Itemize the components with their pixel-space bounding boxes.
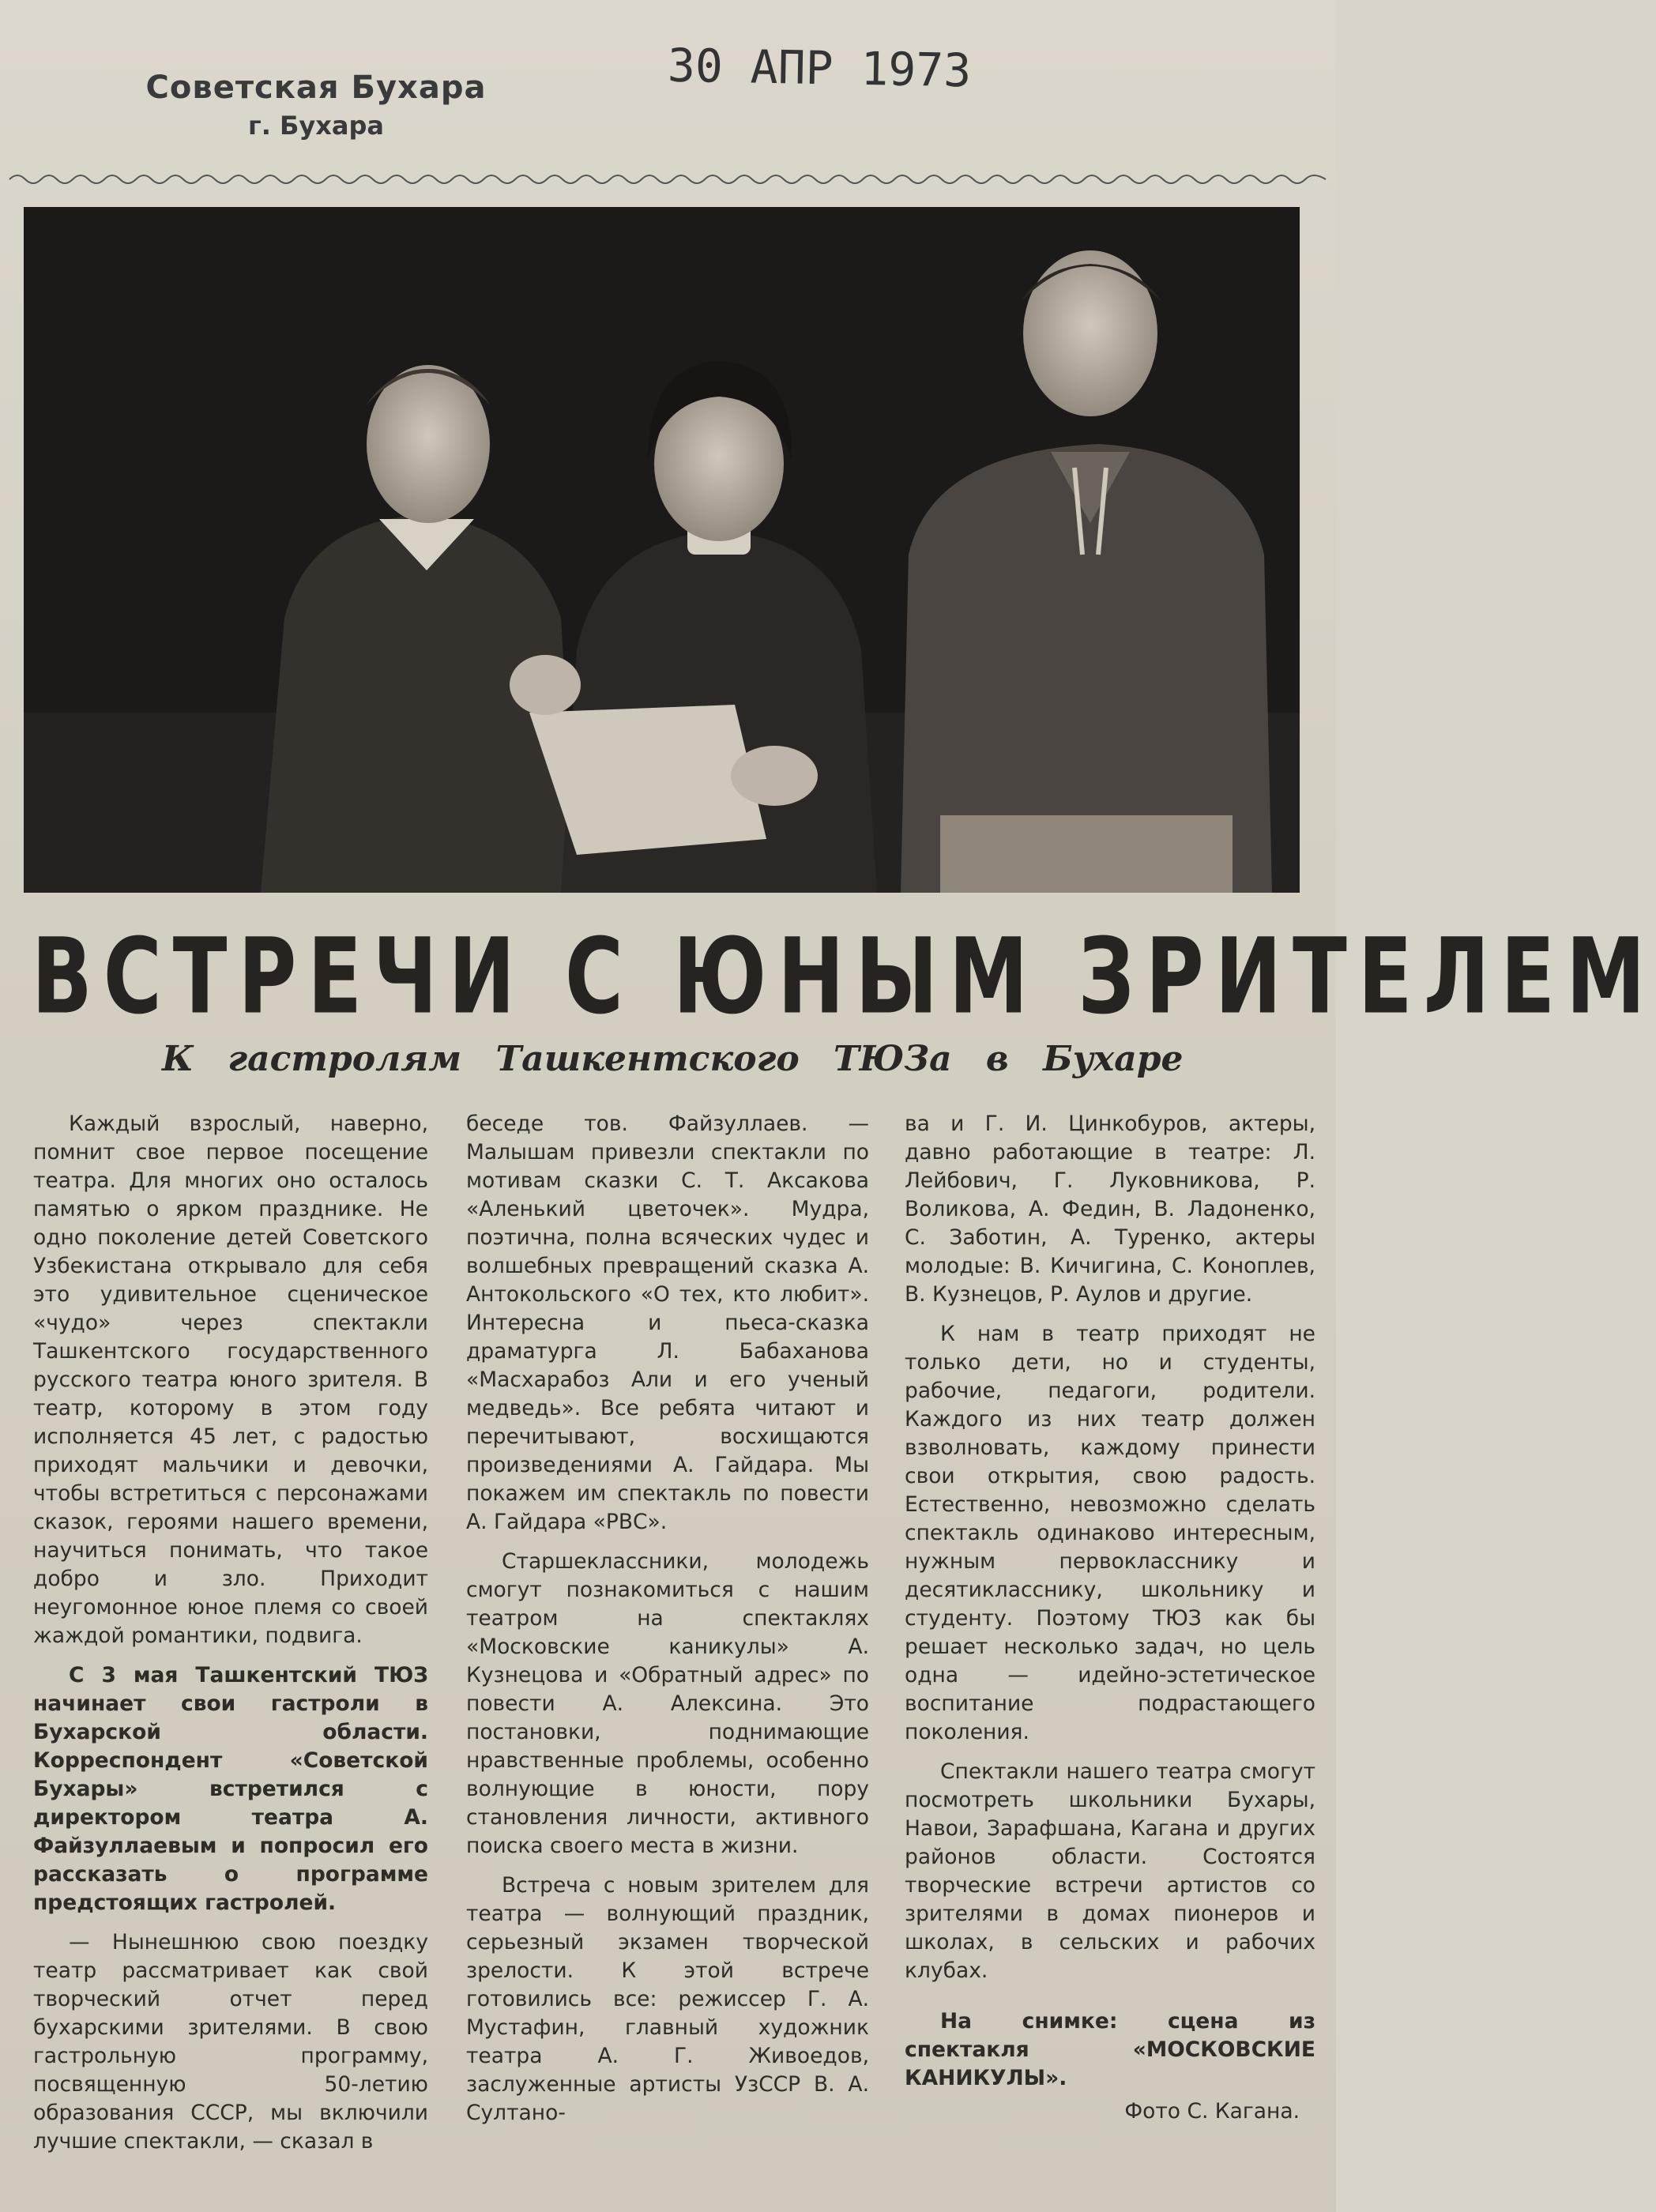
article-subtitle: К гастролям Ташкентского ТЮЗа в Бухаре xyxy=(162,1039,1184,1079)
actors-illustration xyxy=(24,207,1300,893)
newspaper-city: г. Бухара xyxy=(248,111,384,141)
article-column-1 xyxy=(33,1110,428,2167)
paragraph: Встреча с новым зрителем для театра — волнующий праздник, серьезный экзамен творческой зрелости. К этой встрече готовились все: режиссер Г. А. Мустафин, главный художник театра А. Г. Живоедов, заслуженные артисты УзССР В. А. Султано- xyxy=(466,1873,869,2125)
article-column-3 xyxy=(905,1110,1315,2126)
date-stamp: 30 АПР 1973 xyxy=(667,38,972,98)
article-headline: ВСТРЕЧИ С ЮНЫМ ЗРИТЕЛЕМ xyxy=(32,916,1656,1038)
paragraph: беседе тов. Файзуллаев. — Малышам привезли спектакли по мотивам сказки С. Т. Аксакова «Аленький цветочек». Мудра, поэтична, полна всяческих чудес и волшебных превращений сказка А. Антокольского «О тех, кто любит». Интересна и пьеса-сказка драматурга Л. Бабаханова «Масхарабоз Али и его ученый медведь». Все ребята читают и перечитывают, восхищаются произведениями А. Гайдара. Мы покажем им спектакль по повести А. Гайдара «РВС». xyxy=(466,1112,869,1534)
paragraph: Спектакли нашего театра смогут посмотреть школьники Бухары, Навои, Зарафшана, Кагана и других районов области. Состоятся творческие встречи артистов со зрителями в домах пионеров и школах, в сельских и рабочих клубах. xyxy=(905,1759,1315,1983)
paragraph: — Нынешнюю свою поездку театр рассматривает как свой творческий отчет перед бухарскими зрителями. В свою гастрольную программу, посвященную 50-летию образования СССР, мы включили лучшие спектакли, — сказал в xyxy=(33,1930,428,2154)
newspaper-stamp xyxy=(142,70,490,141)
paragraph: К нам в театр приходят не только дети, но и студенты, рабочие, педагоги, родители. Каждого из них театр должен взволновать, каждому принести свои открытия, свою радость. Естественно, невозможно сделать спектакль одинаково интересным, нужным первокласснику и десятикласснику, школьнику и студенту. Поэтому ТЮЗ как бы решает несколько задач, но цель одна — идейно-эстетическое воспитание подрастающего поколения. xyxy=(905,1322,1315,1744)
photo-caption: На снимке: сцена из спектакля «МОСКОВСКИЕ КАНИКУЛЫ». xyxy=(905,2009,1315,2090)
paragraph: Каждый взрослый, наверно, помнит свое первое посещение театра. Для многих оно осталось памятью о ярком празднике. Не одно поколение детей Советского Узбекистана открывало для себя это удивительное сценическое «чудо» через спектакли Ташкентского государственного русского театра юного зрителя. В театр, которому в этом году исполняется 45 лет, с радостью приходят мальчики и девочки, чтобы встретиться с персонажами сказок, героями нашего времени, научиться понимать, что такое добро и зло. Приходит неугомонное юное племя со своей жаждой романтики, подвига. xyxy=(33,1112,428,1648)
wavy-divider xyxy=(9,170,1326,189)
newspaper-name: Советская Бухара xyxy=(145,70,487,106)
paragraph: Старшеклассники, молодежь смогут познакомиться с нашим театром на спектаклях «Московские каникулы» А. Кузнецова и «Обратный адрес» по повести А. Алексина. Это постановки, поднимающие нравственные проблемы, особенно волнующие в юности, пору становления личности, активного поиска своего места в жизни. xyxy=(466,1549,869,1858)
photo-credit: Фото С. Кагана. xyxy=(1124,2099,1300,2124)
scene-photo xyxy=(24,207,1300,893)
article-column-2 xyxy=(466,1110,869,2139)
paragraph: ва и Г. И. Цинкобуров, актеры, давно работающие в театре: Л. Лейбович, Г. Луковникова, Р. Воликова, А. Федин, В. Ладоненко, С. Заботин, А. Туренко, актеры молодые: В. Кичигина, С. Коноплев, В. Кузнецов, Р. Аулов и другие. xyxy=(905,1112,1315,1307)
lead-paragraph: С 3 мая Ташкентский ТЮЗ начинает свои гастроли в Бухарской области. Корреспондент «Советской Бухары» встретился с директором театра А. Файзуллаевым и попросил его рассказать о программе предстоящих гастролей. xyxy=(33,1663,428,1915)
